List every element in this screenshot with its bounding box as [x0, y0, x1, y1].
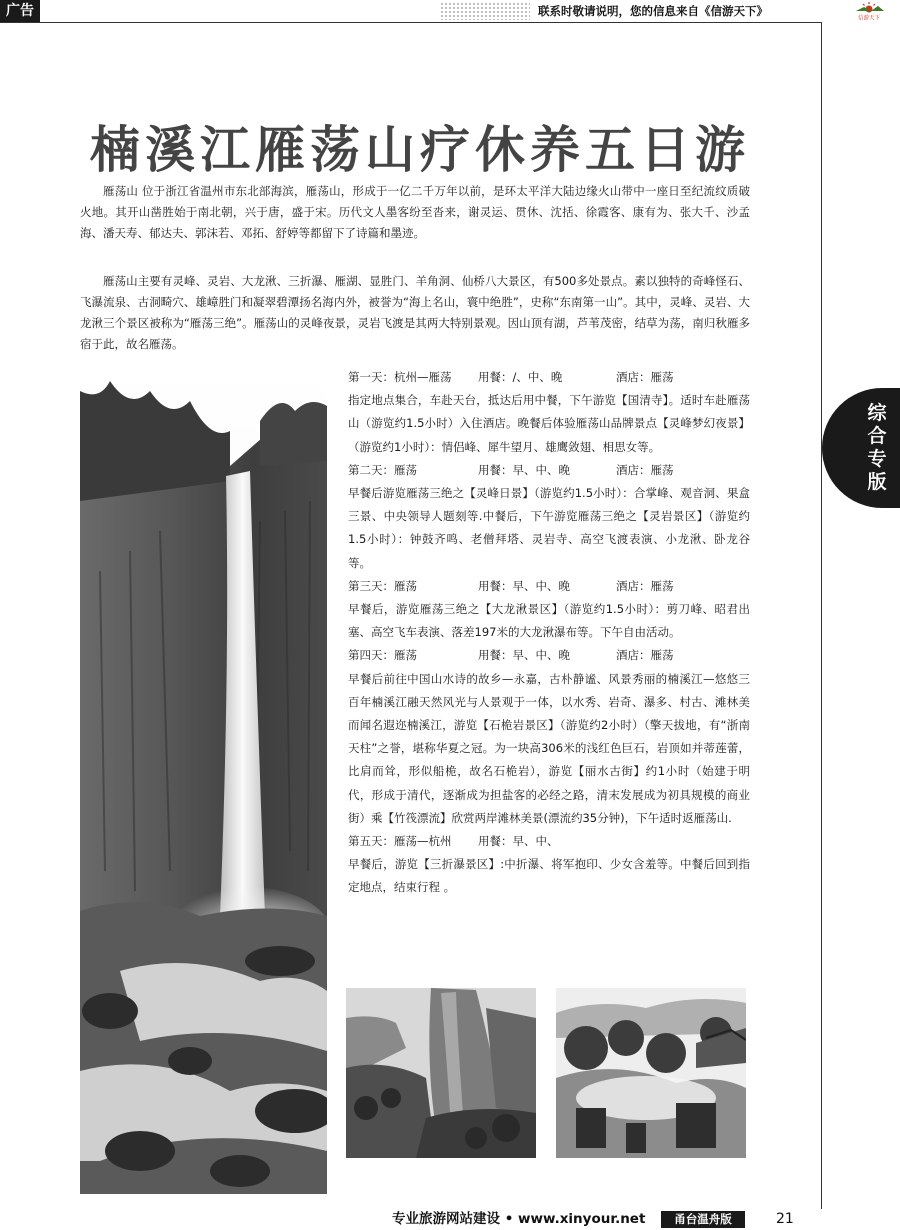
article-title: 楠溪江雁荡山疗休养五日游 [90, 121, 750, 179]
day-description: 早餐后，游览雁荡三绝之【大龙湫景区】（游览约1.5小时）：剪刀峰、昭君出塞、高空飞车表演、落差197米的大龙湫瀑布等。下午自由活动。 [348, 602, 750, 640]
header-bar [0, 0, 900, 22]
day-title: 第五天：雁荡—杭州 [348, 834, 452, 849]
day-hotel: 酒店：雁荡 [616, 648, 674, 663]
day-hotel: 酒店：雁荡 [616, 370, 674, 384]
day-description: 早餐后，游览【三折瀑景区】:中折瀑、将军抱印、少女含羞等。中餐后回到指定地点，结束行程 。 [348, 857, 750, 895]
day-heading [348, 459, 750, 482]
day-heading [348, 830, 750, 853]
section-tab-label [866, 402, 888, 494]
section-tab-char: 专 [867, 448, 887, 470]
day-meals: 用餐：/、中、晚 [478, 370, 563, 384]
page-number: 21 [776, 1211, 794, 1227]
day-meals: 用餐：早、中、晚 [478, 578, 570, 593]
footer-bar [0, 1209, 900, 1230]
day-meals: 用餐：早、中、晚 [478, 648, 570, 663]
dot-pattern [440, 2, 530, 20]
section-tab [822, 388, 900, 508]
source-notice: 联系时敬请说明，您的信息来自《信游天下》 [538, 4, 768, 18]
day-heading [348, 644, 750, 667]
ad-label: 广告 [0, 0, 40, 22]
day-description: 指定地点集合，车赴天台，抵达后用中餐，下午游览【国清寺】。适时车赴雁荡山（游览约1.5小时）入住酒店。晚餐后体验雁荡山品牌景点【灵峰梦幻夜景】（游览约1小时）：情侣峰、犀牛望月、雄鹰敛翅、相思女等。 [348, 393, 750, 454]
logo-text: 信游天下 [857, 15, 881, 21]
rock-peak-photo [346, 988, 536, 1158]
xinyou-logo [844, 1, 894, 21]
day-meals: 用餐：早、中、 [478, 834, 559, 849]
day-meals: 用餐：早、中、晚 [478, 462, 570, 477]
day-title: 第二天：雁荡 [348, 462, 417, 477]
day-heading [348, 366, 750, 389]
intro-paragraph: 雁荡山主要有灵峰、灵岩、大龙湫、三折瀑、雁湖、显胜门、羊角洞、仙桥八大景区，有500多处景点。素以独特的奇峰怪石、飞瀑流泉、古洞畸穴、雄嶂胜门和凝翠碧潭扬名海内外，被誉为“海上名山，寰中绝胜”，史称“东南第一山”。其中，灵峰、灵岩、大龙湫三个景区被称为“雁荡三绝”。雁荡山的灵峰夜景，灵岩飞渡是其两大特别景观。因山顶有湖，芦苇茂密，结草为荡，南归秋雁多宿于此，故名雁荡。 [80, 274, 750, 351]
section-tab-char: 合 [867, 425, 887, 447]
edition-label: 甬台温舟版 [661, 1211, 745, 1228]
day-title: 第四天：雁荡 [348, 648, 417, 663]
day-description: 早餐后游览雁荡三绝之【灵峰日景】（游览约1.5小时）：合掌峰、观音洞、果盒三景、中央领导人题刻等.中餐后，下午游览雁荡三绝之【灵岩景区】（游览约1.5小时）：钟鼓齐鸣、老僧拜塔、灵岩寺、高空飞渡表演、小龙湫、卧龙谷等。 [348, 486, 750, 570]
itinerary [348, 366, 750, 900]
day-description: 早餐后前往中国山水诗的故乡—永嘉，古朴静谧、风景秀丽的楠溪江—悠悠三百年楠溪江融天然风光与人景观于一体，以水秀、岩奇、瀑多、村古、滩林美而闻名遐迩楠溪江，游览【石桅岩景区】（游览约2小时）（擎天拔地，有“浙南天柱”之誉，堪称华夏之冠。为一块高306米的浅红色巨石，岩顶如并蒂莲蕾，比肩而耸，形似船桅，故名石桅岩），游览【丽水古街】约1小时（始建于明代，形成于清代，逐渐成为担盐客的必经之路，清末发展成为初具规模的商业街）乘【竹筏漂流】欣赏两岸滩林美景(漂流约35分钟)，下午适时返雁荡山. [348, 671, 750, 825]
section-tab-char: 版 [867, 471, 887, 493]
day-title: 第一天：杭州—雁荡 [348, 370, 452, 384]
intro-paragraph: 雁荡山 位于浙江省温州市东北部海滨，雁荡山，形成于一亿二千万年以前，是环太平洋大陆边缘火山带中一座日至纪流纹质破火地。其开山凿胜始于南北朝，兴于唐，盛于宋。历代文人墨客纷至沓来，谢灵运、贯休、沈括、徐霞客、康有为、张大千、沙孟海、潘天寿、郁达夫、郭沫若、邓拓、舒婷等都留下了诗篇和墨迹。 [80, 184, 750, 240]
day-heading [348, 575, 750, 598]
section-tab-char: 综 [867, 402, 887, 424]
waterfall-photo [80, 371, 327, 1194]
day-title: 第三天：雁荡 [348, 578, 417, 593]
footer-site: 专业旅游网站建设 • www.xinyour.net [392, 1211, 646, 1227]
day-hotel: 酒店：雁荡 [616, 578, 674, 593]
day-hotel: 酒店：雁荡 [616, 462, 674, 477]
ancient-village-photo [556, 988, 746, 1158]
